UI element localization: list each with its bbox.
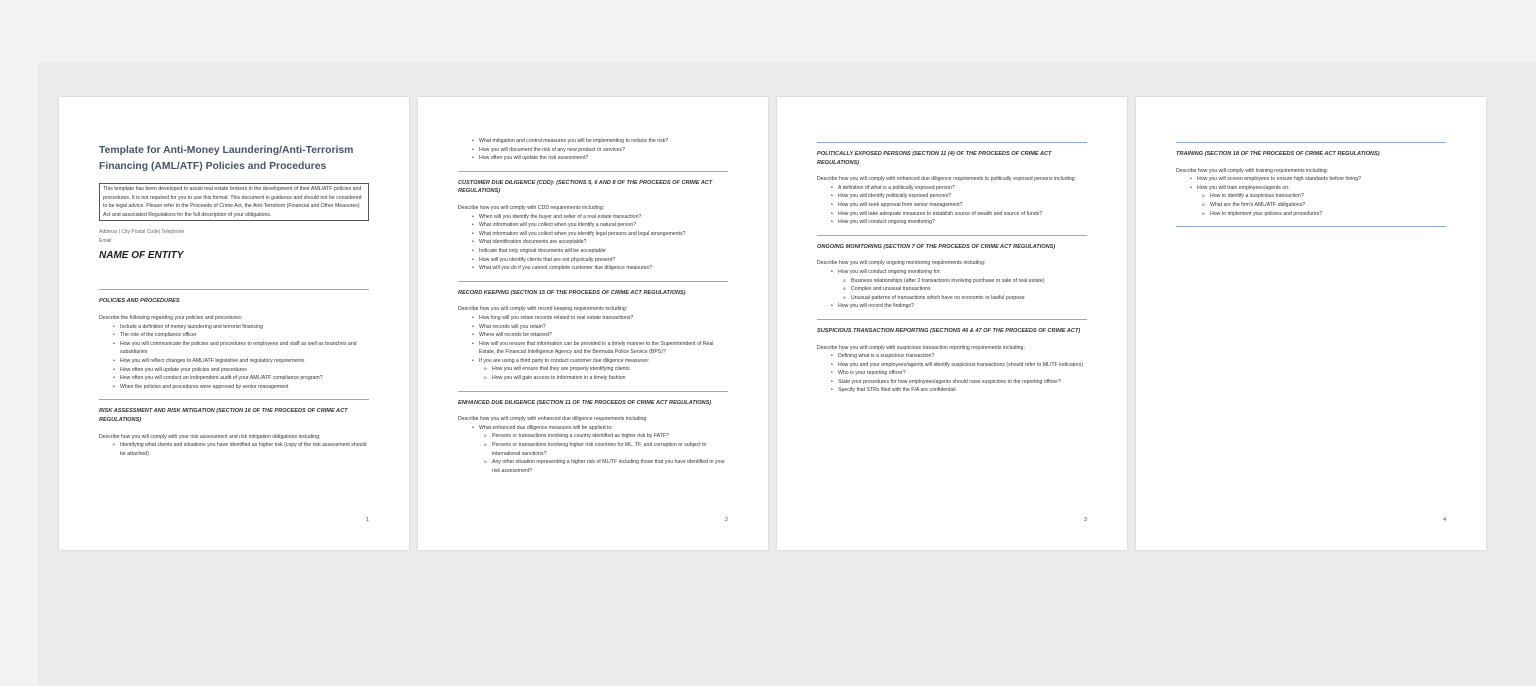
- list-item: o What are the firm's AML/ATF obligations?: [1202, 201, 1446, 210]
- bullet-list: [113, 323, 369, 392]
- disclaimer-box: This template has been developed to assist real estate brokers in the development of their AML/ATF policies and procedures. It is not required for you to use this format. This document is guidance and should not be considered to be legal advice. Please refer to the Proceeds of Crime Act, the Anti-Terrorism (Financial and Other Measures) Act and associated Regulations for the full description of your obligations.: [99, 183, 369, 221]
- bullet-list: [1190, 175, 1446, 192]
- list-item: • What mitigation and control measures you will be implementing to reduce the risk?: [472, 137, 728, 146]
- list-item: • What records will you retain?: [472, 323, 728, 332]
- list-item: • How you will take adequate measures to establish source of wealth and source of funds?: [831, 210, 1087, 219]
- list-item: • What identification documents are acceptable?: [472, 238, 728, 247]
- section-heading: POLITICALLY EXPOSED PERSONS (SECTION 11 (4) OF THE PROCEEDS OF CRIME ACT REGULATIONS): [817, 151, 1052, 166]
- document-page-2: [418, 97, 768, 550]
- list-item: • If you are using a third party to conduct customer due diligence measures:: [472, 357, 728, 366]
- list-item: o Unusual patterns of transactions which have no economic or lawful purpose: [843, 294, 1087, 303]
- list-item: • How will you identify clients that are not physically present?: [472, 256, 728, 265]
- list-item: • A definition of what is a politically exposed person?: [831, 184, 1087, 193]
- list-item: • How you will record the findings?: [831, 302, 1087, 311]
- section-intro: Describe how you will comply with training requirements including:: [1176, 167, 1328, 174]
- bullet-list: [113, 441, 369, 458]
- section-heading: CUSTOMER DUE DILIGENCE (CDD): (SECTIONS 5, 6 AND 8 OF THE PROCEEDS OF CRIME ACT REGULATIONS): [458, 179, 713, 195]
- bullet-list: [831, 268, 1087, 277]
- list-item: • How you will document the risk of any new product or services?: [472, 146, 728, 155]
- list-item: • How you will train employees/agents on:: [1190, 184, 1446, 193]
- section-intro: Describe the following regarding your policies and procedures:: [99, 314, 243, 321]
- section-intro: Describe how you will comply with enhanced due diligence requirements to politically exposed persons including:: [817, 176, 1076, 183]
- section-risk: [99, 407, 369, 458]
- list-item: o How to implement your policies and procedures?: [1202, 210, 1446, 219]
- list-item: o How you will ensure that they are properly identifying clients: [484, 365, 728, 374]
- section-intro: Describe how you will comply with your risk assessment and risk mitigation obligations including:: [99, 433, 321, 440]
- list-item: o How to identify a suspicious transaction?: [1202, 192, 1446, 201]
- list-item: • How you will conduct ongoing monitoring?: [831, 218, 1087, 227]
- bullet-list: [831, 352, 1087, 395]
- list-item: • Indicate that only original documents will be acceptable: [472, 247, 728, 256]
- section-cdd: [458, 179, 728, 273]
- list-item: • Where will records be retained?: [472, 331, 728, 340]
- section-divider: [817, 235, 1087, 236]
- section-str: [817, 327, 1087, 395]
- list-item: • What will you do if you cannot complete customer due diligence measures?: [472, 264, 728, 273]
- list-item: • Include a definition of money laundering and terrorist financing: [113, 323, 369, 332]
- bullet-list: [472, 137, 728, 163]
- document-title: [99, 143, 369, 175]
- list-item: • How you will screen employees to ensure high standards before hiring?: [1190, 175, 1446, 184]
- page-number: 1: [365, 517, 369, 523]
- section-intro: Describe how you will comply ongoing monitoring requirements including:: [817, 260, 986, 267]
- list-item: • Who is your reporting officer?: [831, 369, 1087, 378]
- document-page-3: [777, 97, 1127, 550]
- list-item: • Identifying what clients and situations you have identified as higher risk (copy of the risk assessment should be attached): [113, 441, 369, 458]
- section-divider: [99, 399, 369, 400]
- list-item: • How you will identify politically exposed persons?: [831, 192, 1087, 201]
- page-number: 3: [1083, 517, 1087, 523]
- list-item: • What enhanced due diligence measures will be applied to:: [472, 424, 728, 433]
- list-item: o Persons or transactions involving higher risk countries for ML, TF, and corruption or subject to international sanctions?: [484, 441, 728, 458]
- list-item: • When the policies and procedures were approved by senior management: [113, 383, 369, 392]
- page-number: 4: [1442, 517, 1446, 523]
- section-divider: [817, 142, 1087, 143]
- list-item: • State your procedures for how employees/agents should raise suspicions to the reporting officer?: [831, 378, 1087, 387]
- bullet-list: [472, 424, 728, 433]
- list-item: • Defining what is a suspicious transaction?: [831, 352, 1087, 361]
- list-item: • How often you will update your policies and procedures: [113, 366, 369, 375]
- contact-email: Email: [99, 237, 112, 244]
- bullet-list: [831, 302, 1087, 311]
- section-divider: [458, 391, 728, 392]
- section-divider: [1176, 226, 1446, 227]
- section-pep: [817, 150, 1087, 227]
- section-divider: [817, 319, 1087, 320]
- section-divider: [1176, 142, 1446, 143]
- section-ongoing-monitoring: [817, 243, 1087, 311]
- section-risk-continued: [458, 137, 728, 163]
- section-divider: [458, 281, 728, 282]
- section-heading: TRAINING (SECTION 18 OF THE PROCEEDS OF CRIME ACT REGULATIONS): [1176, 151, 1380, 157]
- list-item: o How you will gain access to information in a timely fashion: [484, 374, 728, 383]
- sub-bullet-list: [1202, 192, 1446, 218]
- bullet-list: [472, 314, 728, 366]
- title-line-2: Financing (AML/ATF) Policies and Procedures: [99, 161, 327, 172]
- section-intro: Describe how you will comply with suspicious transaction reporting requirements including:: [817, 344, 1025, 351]
- sub-bullet-list: [843, 277, 1087, 303]
- list-item: • The role of the compliance officer: [113, 331, 369, 340]
- section-policies: [99, 297, 369, 391]
- section-edd: [458, 399, 728, 476]
- list-item: • How often you will update the risk assessment?: [472, 154, 728, 163]
- list-item: • Specify that STRs filed with the FIA are confidential: [831, 386, 1087, 395]
- section-heading: ONGOING MONITORING (SECTION 7 OF THE PROCEEDS OF CRIME ACT REGULATIONS): [817, 243, 1056, 250]
- list-item: • How you will reflect changes to AML/ATF legislative and regulatory requirements: [113, 357, 369, 366]
- section-heading: SUSPICIOUS TRANSACTION REPORTING (SECTIONS 46 & 47 OF THE PROCEEDS OF CRIME ACT): [817, 327, 1081, 334]
- section-heading: ENHANCED DUE DILIGENCE (SECTION 11 OF THE PROCEEDS OF CRIME ACT REGULATIONS): [458, 399, 712, 406]
- list-item: • How often you will conduct an independent audit of your AML/ATF compliance program?: [113, 374, 369, 383]
- document-page-4: [1136, 97, 1486, 550]
- section-divider: [99, 289, 369, 290]
- list-item: o Any other situation representing a higher risk of ML/TF including those that you have identified in your risk assessment?: [484, 458, 728, 475]
- list-item: • When will you identify the buyer and seller of a real estate transaction?: [472, 213, 728, 222]
- list-item: • How you will communicate the policies and procedures to employees and staff as well as branches and subsidiaries: [113, 340, 369, 357]
- document-page-1: [59, 97, 409, 550]
- list-item: • How you and your employees/agents will identify suspicious transactions (should refer to ML/TF indicators): [831, 361, 1087, 370]
- section-divider: [458, 171, 728, 172]
- section-intro: Describe how you will comply with CDD requirements including:: [458, 204, 605, 211]
- sub-bullet-list: [484, 365, 728, 382]
- section-heading: POLICIES AND PROCEDURES: [99, 298, 180, 305]
- section-heading: RECORD KEEPING (SECTION 15 OF THE PROCEEDS OF CRIME ACT REGULATIONS): [458, 289, 686, 296]
- list-item: • How you will seek approval from senior management?: [831, 201, 1087, 210]
- section-intro: Describe how you will comply with record keeping requirements including:: [458, 306, 628, 313]
- bullet-list: [472, 213, 728, 273]
- entity-name: NAME OF ENTITY: [99, 250, 184, 262]
- page-number: 2: [724, 517, 728, 523]
- list-item: • What information will you collect when you identify legal persons and legal arrangements?: [472, 230, 728, 239]
- list-item: o Business relationships (after 2 transactions involving purchase or sale of real estate): [843, 277, 1087, 286]
- list-item: o Persons or transactions involving a country identified as higher risk by FATF?: [484, 432, 728, 441]
- bullet-list: [831, 184, 1087, 227]
- contact-address: Address | City Postal Code| Telephone: [99, 229, 185, 236]
- list-item: • How long will you retain records related to real estate transactions?: [472, 314, 728, 323]
- section-record-keeping: [458, 289, 728, 383]
- list-item: • How will you ensure that information can be provided in a timely manner to the Superintendent of Real Estate, the Financial Intelligence Agency and the Bermuda Police Service (BPS)?: [472, 340, 728, 357]
- list-item: o Complex and unusual transactions: [843, 285, 1087, 294]
- section-heading: RISK ASSESSMENT AND RISK MITIGATION (SECTION 16 OF THE PROCEEDS OF CRIME ACT REGULATIONS): [99, 408, 348, 423]
- list-item: • How you will conduct ongoing monitoring for:: [831, 268, 1087, 277]
- section-intro: Describe how you will comply with enhanced due diligence requirements including:: [458, 416, 648, 423]
- title-line-1: Template for Anti-Money Laundering/Anti-Terrorism: [99, 145, 354, 156]
- sub-bullet-list: [484, 432, 728, 475]
- list-item: • What information will you collect when you identify a natural person?: [472, 221, 728, 230]
- section-training: [1176, 150, 1446, 218]
